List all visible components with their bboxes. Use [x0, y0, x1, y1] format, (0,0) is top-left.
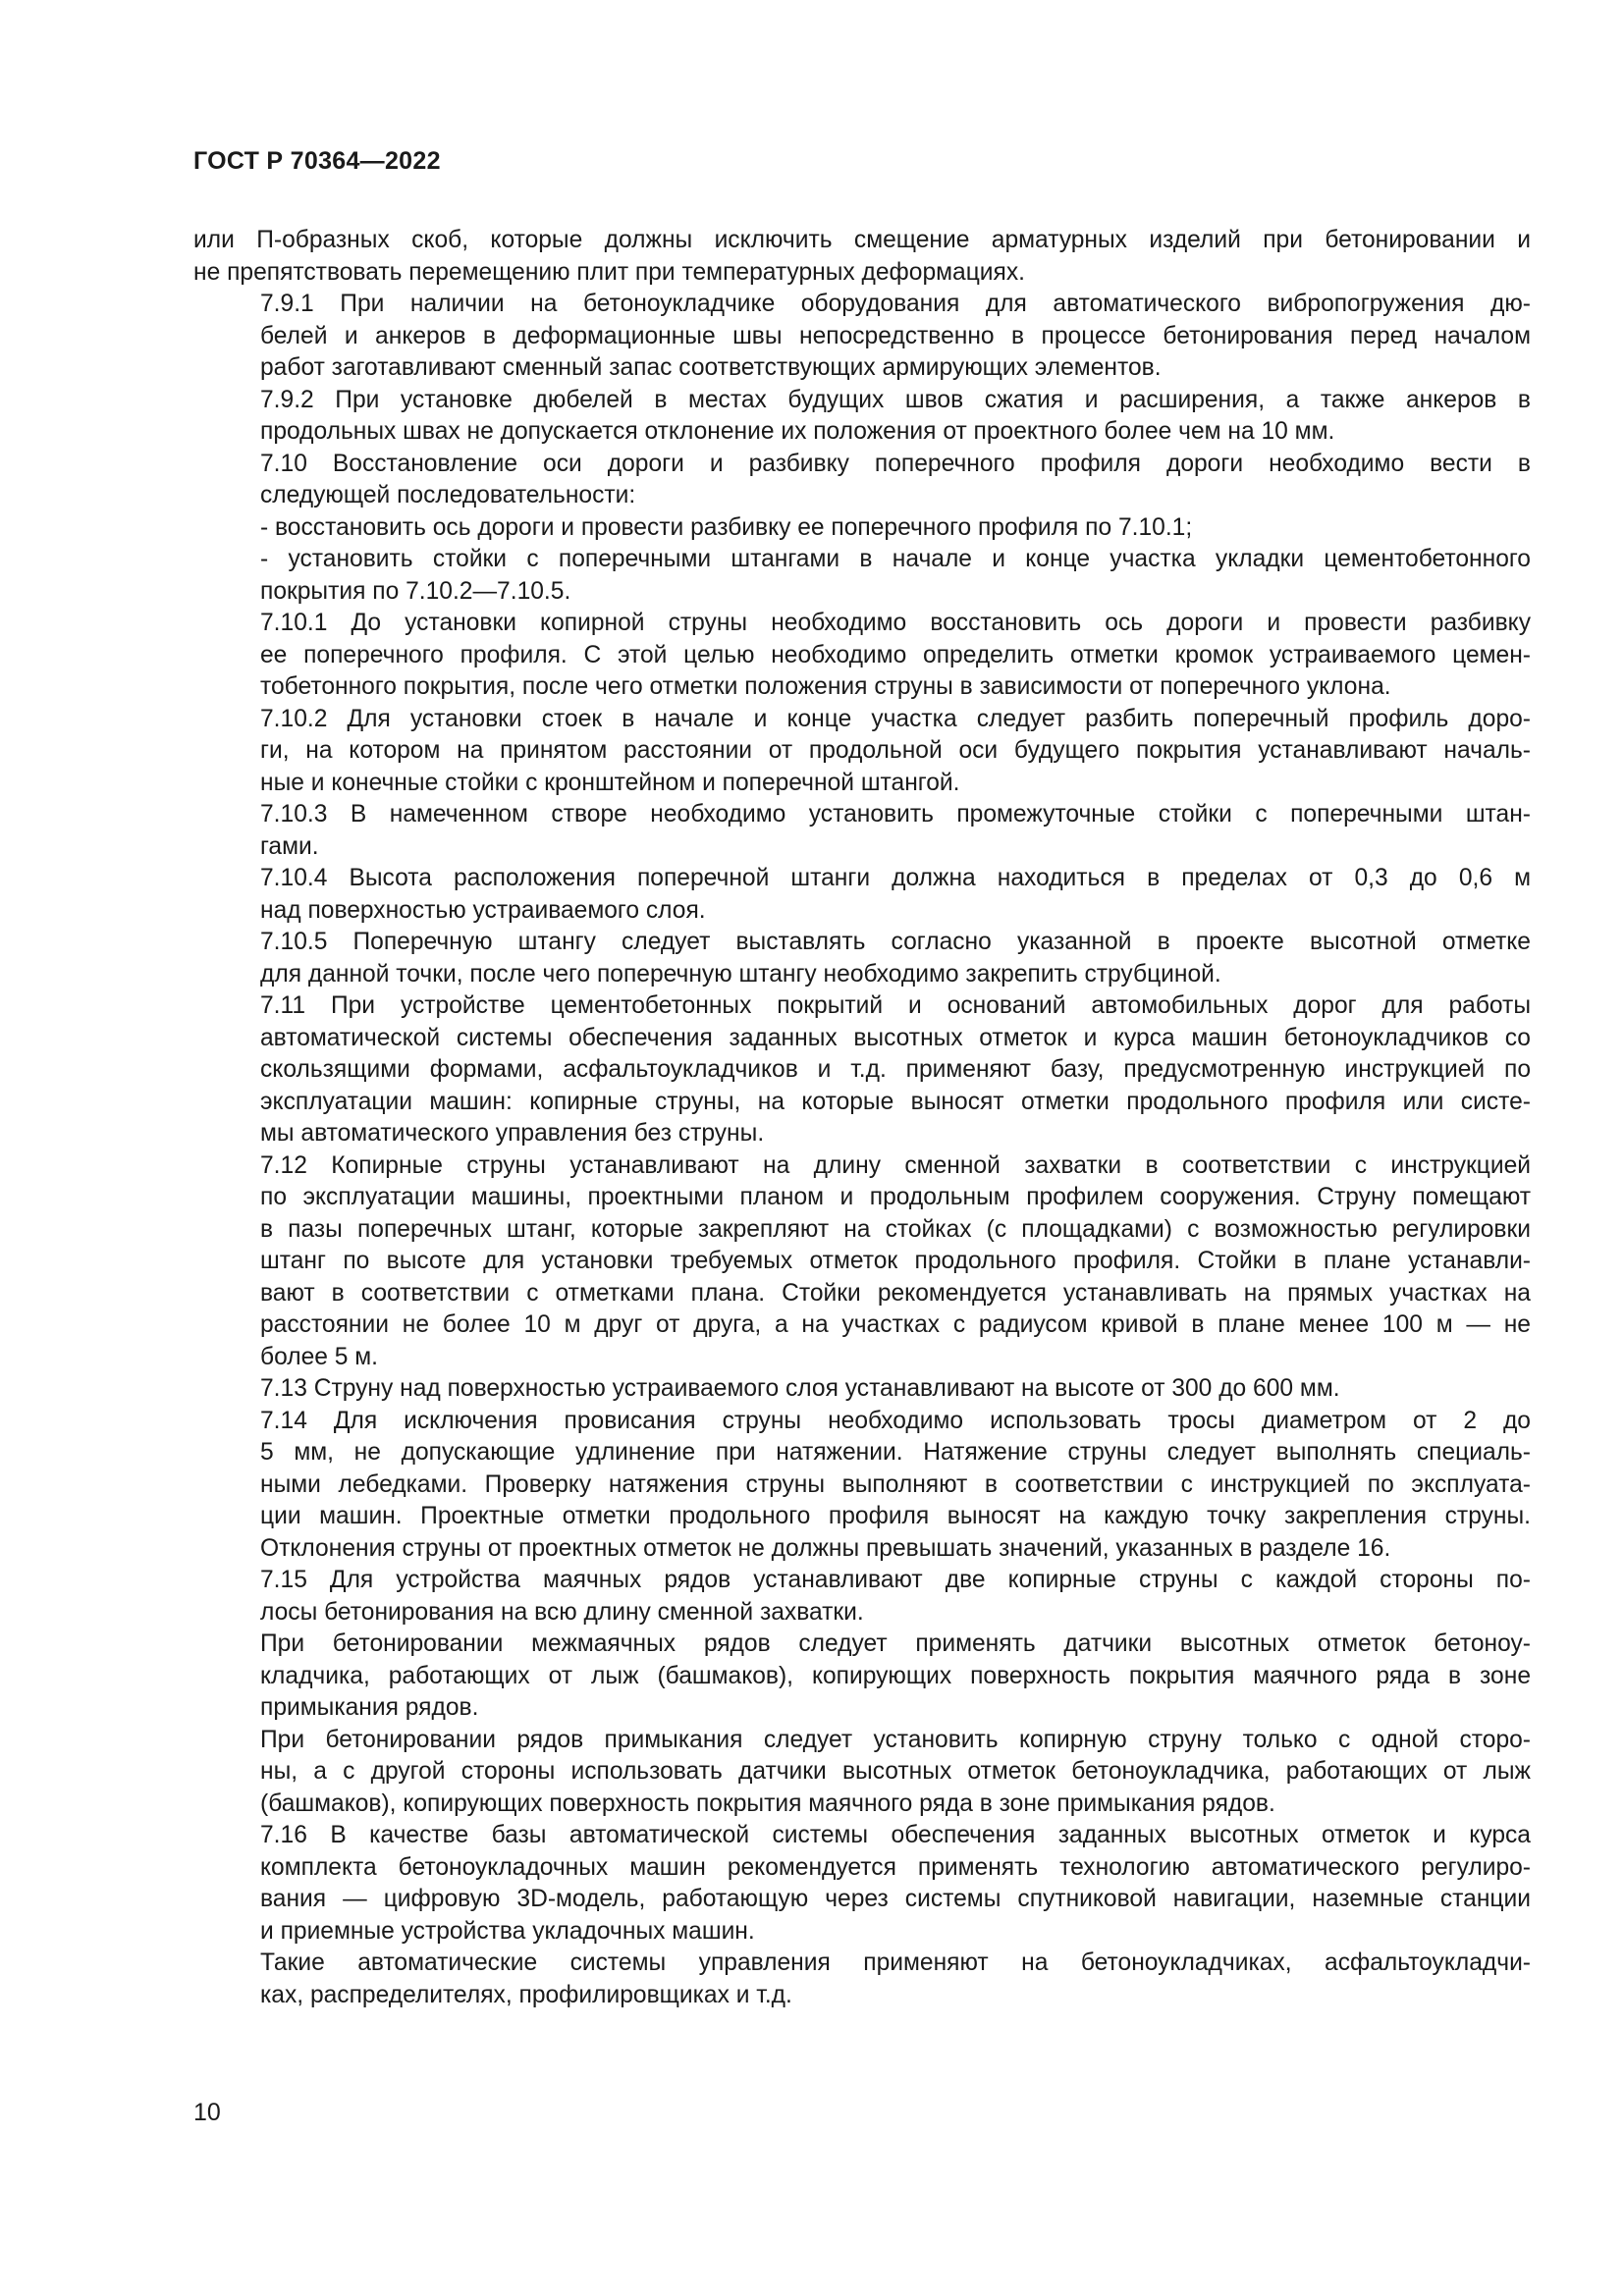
paragraph-line: 7.14 Для исключения провисания струны необходимо использовать тросы диаметром от 2 до — [260, 1407, 1531, 1434]
paragraph-line: продольных швах не допускается отклонение их положения от проектного более чем на 10 мм. — [260, 418, 1335, 445]
paragraph-line: 7.11 При устройстве цементобетонных покрытий и оснований автомобильных дорог для работы — [260, 992, 1531, 1019]
paragraph-line: автоматической системы обеспечения заданных высотных отметок и курса машин бетоноукладчиков со — [260, 1024, 1531, 1051]
paragraph-line: 7.9.2 При установке дюбелей в местах будущих швов сжатия и расширения, а также анкеров в — [260, 386, 1531, 413]
paragraph-line: мы автоматического управления без струны. — [260, 1120, 765, 1147]
paragraph-line: тобетонного покрытия, после чего отметки положения струны в зависимости от поперечного уклона. — [260, 673, 1391, 700]
paragraph-line: ции машин. Проектные отметки продольного профиля выносят на каждую точку закрепления струны. — [260, 1503, 1531, 1529]
paragraph-line: лосы бетонирования на всю длину сменной захватки. — [260, 1598, 864, 1626]
paragraph-line: белей и анкеров в деформационные швы непосредственно в процессе бетонирования перед началом — [260, 322, 1531, 349]
paragraph-line: ные и конечные стойки с кронштейном и поперечной штангой. — [260, 769, 960, 796]
paragraph-line: 7.10.5 Поперечную штангу следует выставлять согласно указанной в проекте высотной отметке — [260, 929, 1531, 955]
paragraph-line: 7.10.1 До установки копирной струны необходимо восстановить ось дороги и провести разбивку — [260, 610, 1531, 636]
paragraph-line: в пазы поперечных штанг, которые закрепляют на стойках (с площадками) с возможностью регулировки — [260, 1215, 1531, 1243]
page-number: 10 — [193, 2099, 221, 2126]
paragraph-line: эксплуатации машин: копирные струны, на которые выносят отметки продольного профиля или систе- — [260, 1088, 1531, 1115]
paragraph-line: работ заготавливают сменный запас соответствующих армирующих элементов. — [260, 354, 1162, 381]
paragraph-line: 7.10 Восстановление оси дороги и разбивку поперечного профиля дороги необходимо вести в — [260, 450, 1531, 477]
paragraph-line: следующей последовательности: — [260, 482, 636, 508]
paragraph-line: для данной точки, после чего поперечную штангу необходимо закрепить струбциной. — [260, 960, 1221, 988]
paragraph-line: 7.9.1 При наличии на бетоноукладчике оборудования для автоматического вибропогружения дю- — [260, 291, 1531, 317]
paragraph-line: более 5 м. — [260, 1343, 379, 1370]
paragraph-line: комплекта бетоноукладочных машин рекомендуется применять технологию автоматического регулиро- — [260, 1853, 1531, 1881]
paragraph-line: 7.10.2 Для установки стоек в начале и конце участка следует разбить поперечный профиль доро- — [260, 705, 1531, 732]
document-body — [193, 225, 1531, 2011]
paragraph-line: расстоянии не более 10 м друг от друга, а на участках с радиусом кривой в плане менее 100 м — не — [260, 1311, 1531, 1338]
paragraph — [193, 225, 1531, 289]
paragraph-line: примыкания рядов. — [260, 1694, 479, 1721]
paragraph-line: покрытия по 7.10.2—7.10.5. — [260, 577, 571, 605]
paragraph-line: 7.15 Для устройства маячных рядов устанавливают две копирные струны с каждой стороны по- — [260, 1567, 1531, 1593]
paragraph-line: не препятствовать перемещению плит при температурных деформациях. — [193, 258, 1025, 286]
paragraph — [193, 1565, 1531, 1629]
paragraph-line: ее поперечного профиля. С этой целью необходимо определить отметки кромок устраиваемого цемен- — [260, 641, 1531, 668]
paragraph — [193, 1820, 1531, 1948]
paragraph-line: ными лебедками. Проверку натяжения струны выполняют в соответствии с инструкцией по эксплуата- — [260, 1470, 1531, 1498]
paragraph — [193, 927, 1531, 990]
paragraph-line: 7.10.3 В намеченном створе необходимо установить промежуточные стойки с поперечными штан- — [260, 801, 1531, 828]
paragraph — [193, 512, 1531, 545]
paragraph-line: - восстановить ось дороги и провести разбивку ее поперечного профиля по 7.10.1; — [260, 513, 1193, 541]
paragraph-line: 7.12 Копирные струны устанавливают на длину сменной захватки в соответствии с инструкцией — [260, 1151, 1531, 1179]
paragraph — [193, 1948, 1531, 2011]
paragraph-line: ги, на котором на принятом расстоянии от продольной оси будущего покрытия устанавливают началь- — [260, 737, 1531, 764]
paragraph — [193, 863, 1531, 927]
paragraph — [193, 289, 1531, 385]
paragraph-line: 5 мм, не допускающие удлинение при натяжении. Натяжение струны следует выполнять специаль- — [260, 1439, 1531, 1466]
paragraph-line: вания — цифровую 3D-модель, работающую через системы спутниковой навигации, наземные станции — [260, 1886, 1531, 1912]
paragraph — [193, 704, 1531, 800]
paragraph — [193, 385, 1531, 449]
paragraph — [193, 990, 1531, 1150]
paragraph-line: кладчика, работающих от лыж (башмаков), копирующих поверхность покрытия маячного ряда в зоне — [260, 1662, 1531, 1689]
paragraph — [193, 1373, 1531, 1406]
paragraph-line: по эксплуатации машины, проектными планом и продольным профилем сооружения. Струну помещают — [260, 1184, 1531, 1210]
paragraph-line: штанг по высоте для установки требуемых отметок продольного профиля. Стойки в плане устанавли- — [260, 1248, 1531, 1274]
paragraph — [193, 1406, 1531, 1566]
paragraph-line: вают в соответствии с отметками плана. Стойки рекомендуется устанавливать на прямых участках на — [260, 1279, 1531, 1307]
paragraph — [193, 608, 1531, 704]
paragraph-line: ках, распределителях, профилировщиках и т.д. — [260, 1981, 792, 2008]
paragraph — [193, 799, 1531, 863]
paragraph — [193, 1725, 1531, 1821]
paragraph-line: (башмаков), копирующих поверхность покрытия маячного ряда в зоне примыкания рядов. — [260, 1789, 1275, 1817]
paragraph-line: скользящими формами, асфальтоукладчиков и т.д. применяют базу, предусмотренную инструкцией по — [260, 1056, 1531, 1083]
paragraph — [193, 1150, 1531, 1374]
paragraph-line: 7.10.4 Высота расположения поперечной штанги должна находиться в пределах от 0,3 до 0,6 м — [260, 865, 1531, 891]
document-header: ГОСТ Р 70364—2022 — [193, 147, 441, 175]
paragraph — [193, 544, 1531, 608]
paragraph-line: При бетонировании межмаячных рядов следует применять датчики высотных отметок бетоноу- — [260, 1630, 1531, 1657]
paragraph — [193, 449, 1531, 512]
paragraph-line: или П-образных скоб, которые должны исключить смещение арматурных изделий при бетонировании и — [193, 227, 1531, 253]
paragraph-line: ны, а с другой стороны использовать датчики высотных отметок бетоноукладчика, работающих от лыж — [260, 1758, 1531, 1785]
paragraph-line: Такие автоматические системы управления применяют на бетоноукладчиках, асфальтоукладчи- — [260, 1949, 1531, 1976]
paragraph-line: - установить стойки с поперечными штангами в начале и конце участка укладки цементобетонного — [260, 546, 1531, 572]
paragraph-line: 7.13 Струну над поверхностью устраиваемого слоя устанавливают на высоте от 300 до 600 мм. — [260, 1375, 1340, 1402]
paragraph-line: над поверхностью устраиваемого слоя. — [260, 896, 706, 924]
paragraph-line: и приемные устройства укладочных машин. — [260, 1917, 755, 1945]
paragraph-line: При бетонировании рядов примыкания следует установить копирную струну только с одной сторо- — [260, 1726, 1531, 1753]
paragraph-line: 7.16 В качестве базы автоматической системы обеспечения заданных высотных отметок и курса — [260, 1822, 1531, 1848]
paragraph-line: гами. — [260, 832, 319, 860]
paragraph — [193, 1629, 1531, 1725]
paragraph-line: Отклонения струны от проектных отметок не должны превышать значений, указанных в разделе 16. — [260, 1534, 1391, 1562]
